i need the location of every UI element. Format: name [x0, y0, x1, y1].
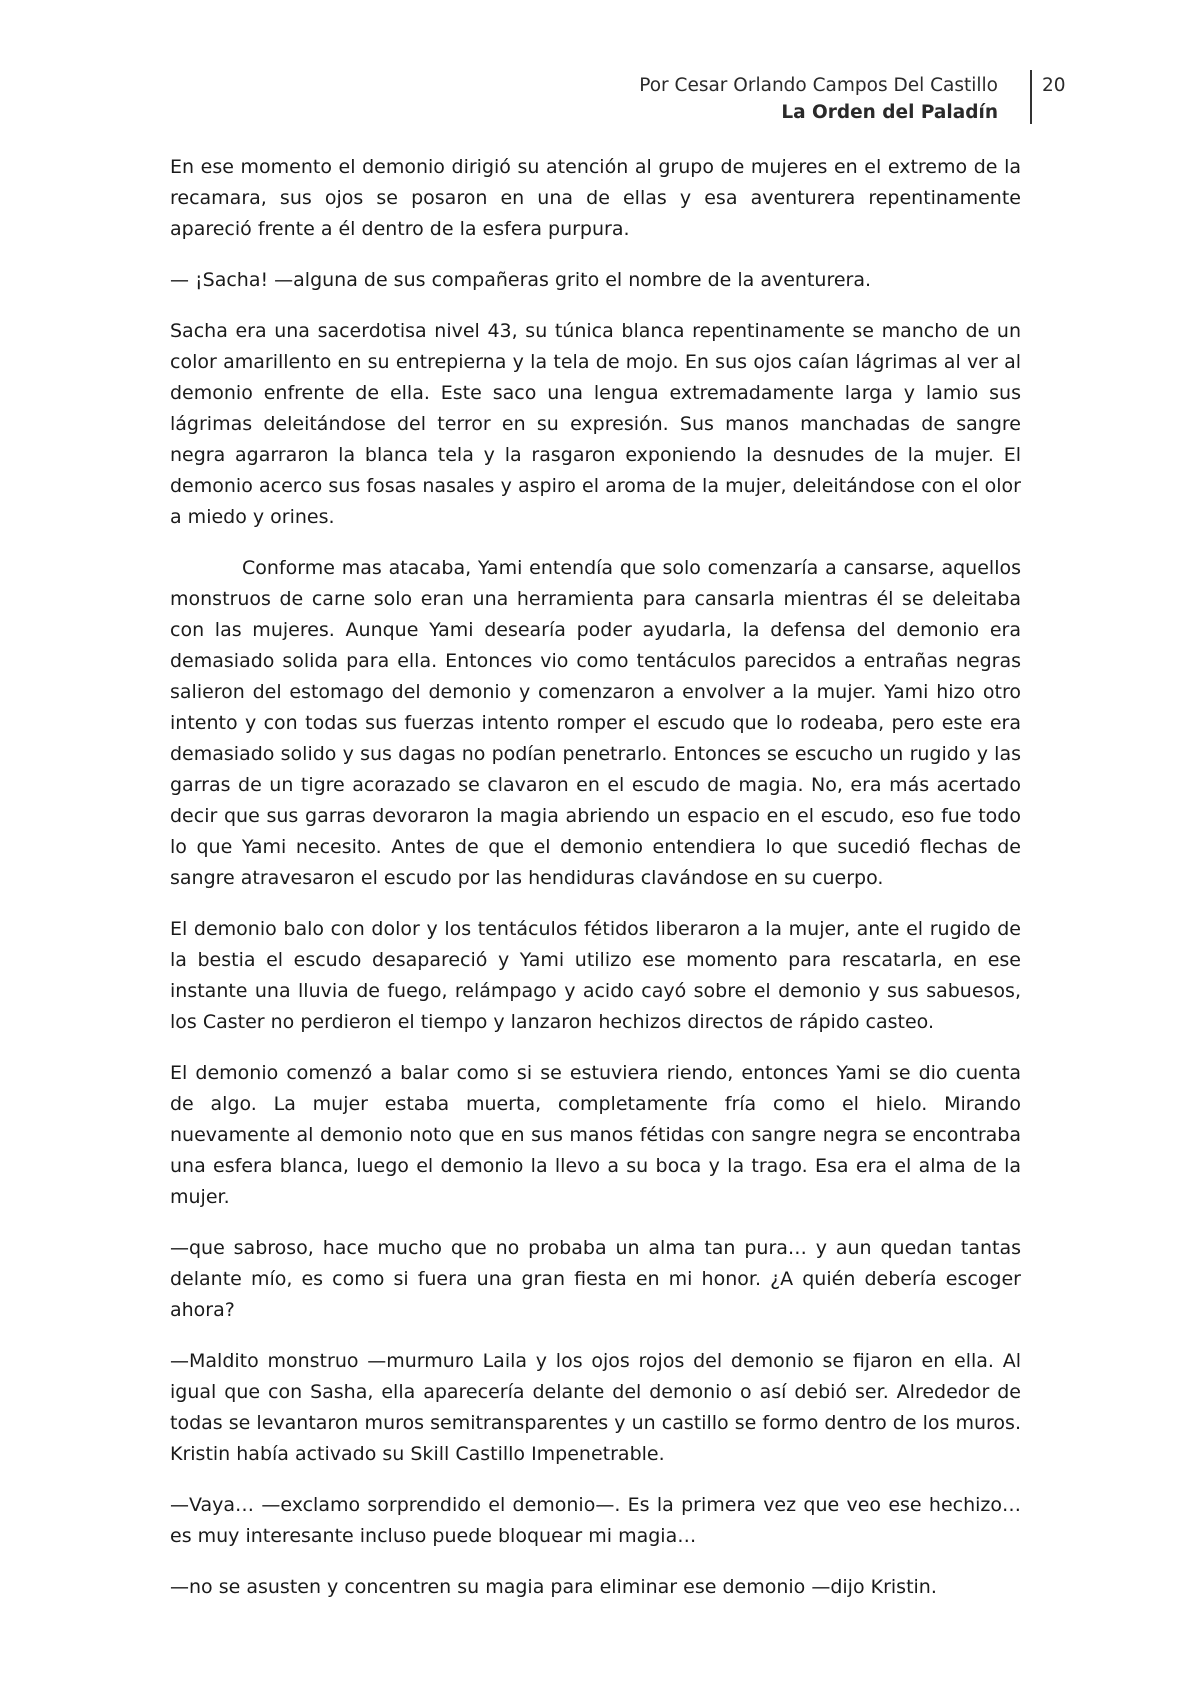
paragraph: —que sabroso, hace mucho que no probaba un alma tan pura… y aun quedan tantas delante mío, es como si fuera una gran fiesta en mi honor. ¿A quién debería escoger ahora? — [170, 1237, 1021, 1321]
paragraph: El demonio comenzó a balar como si se estuviera riendo, entonces Yami se dio cuenta de algo. La mujer estaba muerta, completamente fría como el hielo. Mirando nuevamente al demonio noto que en sus manos fétidas con sangre negra se encontraba una esfera blanca, luego el demonio la llevo a su boca y la trago. Esa era el alma de la mujer. — [170, 1062, 1021, 1208]
paragraph: Conforme mas atacaba, Yami entendía que solo comenzaría a cansarse, aquellos monstruos de carne solo eran una herramienta para cansarla mientras él se deleitaba con las mujeres. Aunque Yami desearía poder ayudarla, la defensa del demonio era demasiado solida para ella. Entonces vio como tentáculos parecidos a entrañas negras salieron del estomago del demonio y comenzaron a envolver a la mujer. Yami hizo otro intento y con todas sus fuerzas intento romper el escudo que lo rodeaba, pero este era demasiado solido y sus dagas no podían penetrarlo. Entonces se escucho un rugido y las garras de un tigre acorazado se clavaron en el escudo de magia. No, era más acertado decir que sus garras devoraron la magia abriendo un espacio en el escudo, eso fue todo lo que Yami necesito. Antes de que el demonio entendiera lo que sucedió flechas de sangre atravesaron el escudo por las hendiduras clavándose en su cuerpo. — [170, 557, 1021, 889]
header-book-title: La Orden del Paladín — [781, 102, 998, 123]
running-header — [639, 72, 1009, 126]
paragraph: — ¡Sacha! —alguna de sus compañeras grito el nombre de la aventurera. — [170, 269, 872, 291]
paragraph: —no se asusten y concentren su magia para eliminar ese demonio —dijo Kristin. — [170, 1576, 937, 1598]
paragraph: Sacha era una sacerdotisa nivel 43, su túnica blanca repentinamente se mancho de un color amarillento en su entrepierna y la tela de mojo. En sus ojos caían lágrimas al ver al demonio enfrente de ella. Este saco una lengua extremadamente larga y lamio sus lágrimas deleitándose del terror en su expresión. Sus manos manchadas de sangre negra agarraron la blanca tela y la rasgaron exponiendo la desnudes de la mujer. El demonio acerco sus fosas nasales y aspiro el aroma de la mujer, deleitándose con el olor a miedo y orines. — [170, 320, 1021, 528]
page-number: 20 — [1042, 75, 1066, 96]
paragraph: —Maldito monstruo —murmuro Laila y los ojos rojos del demonio se fijaron en ella. Al igual que con Sasha, ella aparecería delante del demonio o así debió ser. Alrededor de todas se levantaron muros semitransparentes y un castillo se formo dentro de los muros. Kristin había activado su Skill Castillo Impenetrable. — [170, 1350, 1021, 1465]
paragraph: En ese momento el demonio dirigió su atención al grupo de mujeres en el extremo de la recamara, sus ojos se posaron en una de ellas y esa aventurera repentinamente apareció frente a él dentro de la esfera purpura. — [170, 156, 1021, 240]
header-author: Por Cesar Orlando Campos Del Castillo — [639, 75, 998, 96]
body-text — [170, 152, 1021, 1623]
paragraph: —Vaya… —exclamo sorprendido el demonio—. Es la primera vez que veo ese hechizo… es muy interesante incluso puede bloquear mi magia… — [170, 1494, 1021, 1547]
paragraph: El demonio balo con dolor y los tentáculos fétidos liberaron a la mujer, ante el rugido de la bestia el escudo desapareció y Yami utilizo ese momento para rescatarla, en ese instante una lluvia de fuego, relámpago y acido cayó sobre el demonio y sus sabuesos, los Caster no perdieron el tiempo y lanzaron hechizos directos de rápido casteo. — [170, 918, 1021, 1033]
header-divider — [1030, 70, 1032, 124]
